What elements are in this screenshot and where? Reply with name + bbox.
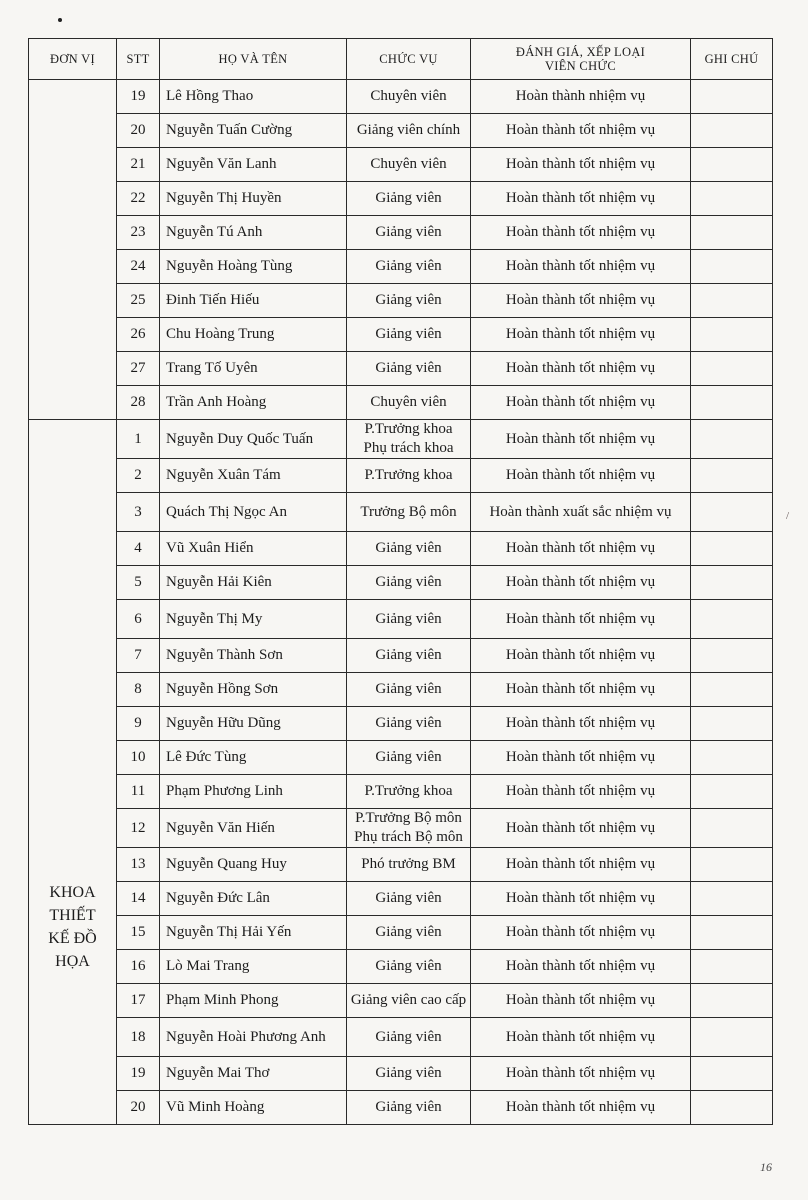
header-evaluation-line1: ĐÁNH GIÁ, XẾP LOẠI xyxy=(515,45,646,59)
evaluation-cell: Hoàn thành tốt nhiệm vụ xyxy=(471,916,691,950)
name-cell: Nguyễn Thị Hải Yến xyxy=(160,916,347,950)
name-cell: Trần Anh Hoàng xyxy=(160,386,347,420)
table-row xyxy=(29,80,773,114)
note-cell xyxy=(691,148,773,182)
stt-cell: 3 xyxy=(117,493,160,532)
evaluation-cell: Hoàn thành tốt nhiệm vụ xyxy=(471,1091,691,1125)
table-row xyxy=(29,673,773,707)
evaluation-cell: Hoàn thành tốt nhiệm vụ xyxy=(471,741,691,775)
note-cell xyxy=(691,493,773,532)
note-cell xyxy=(691,566,773,600)
note-cell xyxy=(691,182,773,216)
note-cell xyxy=(691,882,773,916)
position-cell: Giảng viên xyxy=(347,916,471,950)
stt-cell: 18 xyxy=(117,1018,160,1057)
table-row xyxy=(29,459,773,493)
note-cell xyxy=(691,420,773,459)
evaluation-cell: Hoàn thành tốt nhiệm vụ xyxy=(471,566,691,600)
note-cell xyxy=(691,459,773,493)
note-cell xyxy=(691,600,773,639)
name-cell: Nguyễn Thị My xyxy=(160,600,347,639)
evaluation-cell: Hoàn thành tốt nhiệm vụ xyxy=(471,459,691,493)
stt-cell: 22 xyxy=(117,182,160,216)
margin-scribble: / xyxy=(786,510,790,522)
note-cell xyxy=(691,1091,773,1125)
table-row xyxy=(29,114,773,148)
note-cell xyxy=(691,741,773,775)
stt-cell: 27 xyxy=(117,352,160,386)
note-cell xyxy=(691,114,773,148)
evaluation-cell: Hoàn thành tốt nhiệm vụ xyxy=(471,950,691,984)
note-cell xyxy=(691,950,773,984)
table-row xyxy=(29,882,773,916)
position-cell-line1: P.Trưởng khoa xyxy=(364,421,453,437)
position-cell: Giảng viên xyxy=(347,1091,471,1125)
unit-cell-previous xyxy=(29,80,117,420)
position-cell: P.Trưởng khoa xyxy=(347,459,471,493)
evaluation-cell: Hoàn thành tốt nhiệm vụ xyxy=(471,775,691,809)
position-cell-line1: P.Trưởng Bộ môn xyxy=(355,810,462,826)
note-cell xyxy=(691,707,773,741)
name-cell: Nguyễn Tuấn Cường xyxy=(160,114,347,148)
position-cell-line2: Phụ trách khoa xyxy=(363,440,454,456)
stt-cell: 14 xyxy=(117,882,160,916)
name-cell: Nguyễn Hải Kiên xyxy=(160,566,347,600)
evaluation-cell: Hoàn thành nhiệm vụ xyxy=(471,80,691,114)
table-row xyxy=(29,809,773,848)
table-row xyxy=(29,182,773,216)
name-cell: Nguyễn Quang Huy xyxy=(160,848,347,882)
evaluation-cell: Hoàn thành tốt nhiệm vụ xyxy=(471,386,691,420)
name-cell: Nguyễn Văn Lanh xyxy=(160,148,347,182)
note-cell xyxy=(691,984,773,1018)
unit-cell-khoa-thiet-ke-do-hoa xyxy=(29,420,117,1125)
position-cell: Giảng viên xyxy=(347,639,471,673)
name-cell: Nguyễn Văn Hiến xyxy=(160,809,347,848)
name-cell: Nguyễn Hoàng Tùng xyxy=(160,250,347,284)
position-cell: Giảng viên xyxy=(347,741,471,775)
evaluation-cell: Hoàn thành tốt nhiệm vụ xyxy=(471,848,691,882)
position-cell: Giảng viên xyxy=(347,1018,471,1057)
header-unit: ĐƠN VỊ xyxy=(29,39,117,80)
evaluation-cell: Hoàn thành tốt nhiệm vụ xyxy=(471,600,691,639)
evaluation-cell: Hoàn thành tốt nhiệm vụ xyxy=(471,182,691,216)
note-cell xyxy=(691,80,773,114)
name-cell: Nguyễn Thị Huyền xyxy=(160,182,347,216)
evaluation-cell: Hoàn thành tốt nhiệm vụ xyxy=(471,984,691,1018)
stt-cell: 15 xyxy=(117,916,160,950)
name-cell: Vũ Xuân Hiển xyxy=(160,532,347,566)
table-row xyxy=(29,250,773,284)
name-cell: Đinh Tiến Hiếu xyxy=(160,284,347,318)
name-cell: Nguyễn Hữu Dũng xyxy=(160,707,347,741)
name-cell: Nguyễn Thành Sơn xyxy=(160,639,347,673)
name-cell: Nguyễn Hoài Phương Anh xyxy=(160,1018,347,1057)
position-cell xyxy=(347,420,471,459)
position-cell xyxy=(347,809,471,848)
position-cell: Phó trưởng BM xyxy=(347,848,471,882)
scan-dot xyxy=(58,18,62,22)
position-cell-line2: Phụ trách Bộ môn xyxy=(354,829,463,845)
evaluation-cell: Hoàn thành tốt nhiệm vụ xyxy=(471,284,691,318)
name-cell: Lê Đức Tùng xyxy=(160,741,347,775)
table-row xyxy=(29,352,773,386)
name-cell: Chu Hoàng Trung xyxy=(160,318,347,352)
note-cell xyxy=(691,809,773,848)
position-cell: Giảng viên xyxy=(347,1057,471,1091)
header-evaluation xyxy=(471,39,691,80)
name-cell: Nguyễn Tú Anh xyxy=(160,216,347,250)
position-cell: Giảng viên xyxy=(347,216,471,250)
evaluation-cell: Hoàn thành tốt nhiệm vụ xyxy=(471,250,691,284)
note-cell xyxy=(691,916,773,950)
table-row xyxy=(29,284,773,318)
table-row xyxy=(29,216,773,250)
table-row xyxy=(29,639,773,673)
position-cell: Giảng viên xyxy=(347,882,471,916)
staff-evaluation-table xyxy=(28,38,773,1125)
position-cell: Chuyên viên xyxy=(347,386,471,420)
stt-cell: 23 xyxy=(117,216,160,250)
header-note: GHI CHÚ xyxy=(691,39,773,80)
table-row xyxy=(29,318,773,352)
header-row xyxy=(29,39,773,80)
table-row xyxy=(29,775,773,809)
note-cell xyxy=(691,318,773,352)
header-position: CHỨC VỤ xyxy=(347,39,471,80)
stt-cell: 21 xyxy=(117,148,160,182)
note-cell xyxy=(691,284,773,318)
unit-name-line: THIẾT xyxy=(49,907,96,924)
name-cell: Nguyễn Đức Lân xyxy=(160,882,347,916)
stt-cell: 19 xyxy=(117,1057,160,1091)
stt-cell: 25 xyxy=(117,284,160,318)
stt-cell: 19 xyxy=(117,80,160,114)
evaluation-cell: Hoàn thành tốt nhiệm vụ xyxy=(471,114,691,148)
evaluation-cell: Hoàn thành xuất sắc nhiệm vụ xyxy=(471,493,691,532)
stt-cell: 20 xyxy=(117,1091,160,1125)
note-cell xyxy=(691,250,773,284)
table-row xyxy=(29,420,773,459)
position-cell: Giảng viên xyxy=(347,532,471,566)
evaluation-cell: Hoàn thành tốt nhiệm vụ xyxy=(471,420,691,459)
note-cell xyxy=(691,673,773,707)
table-row xyxy=(29,1018,773,1057)
unit-name-line: HỌA xyxy=(55,953,90,970)
note-cell xyxy=(691,216,773,250)
stt-cell: 20 xyxy=(117,114,160,148)
name-cell: Vũ Minh Hoàng xyxy=(160,1091,347,1125)
name-cell: Lê Hồng Thao xyxy=(160,80,347,114)
note-cell xyxy=(691,1057,773,1091)
position-cell: Giảng viên xyxy=(347,950,471,984)
position-cell: Giảng viên chính xyxy=(347,114,471,148)
stt-cell: 26 xyxy=(117,318,160,352)
note-cell xyxy=(691,1018,773,1057)
position-cell: Giảng viên xyxy=(347,352,471,386)
table-row xyxy=(29,848,773,882)
stt-cell: 8 xyxy=(117,673,160,707)
note-cell xyxy=(691,532,773,566)
position-cell: Giảng viên xyxy=(347,673,471,707)
position-cell: Giảng viên xyxy=(347,566,471,600)
header-stt: STT xyxy=(117,39,160,80)
name-cell: Nguyễn Xuân Tám xyxy=(160,459,347,493)
stt-cell: 10 xyxy=(117,741,160,775)
page-number: 16 xyxy=(760,1160,772,1174)
table-row xyxy=(29,532,773,566)
note-cell xyxy=(691,386,773,420)
evaluation-cell: Hoàn thành tốt nhiệm vụ xyxy=(471,707,691,741)
note-cell xyxy=(691,639,773,673)
evaluation-cell: Hoàn thành tốt nhiệm vụ xyxy=(471,882,691,916)
table-row xyxy=(29,148,773,182)
table-row xyxy=(29,741,773,775)
name-cell: Lò Mai Trang xyxy=(160,950,347,984)
position-cell: Chuyên viên xyxy=(347,80,471,114)
name-cell: Trang Tố Uyên xyxy=(160,352,347,386)
table-row xyxy=(29,566,773,600)
position-cell: Giảng viên xyxy=(347,284,471,318)
stt-cell: 2 xyxy=(117,459,160,493)
stt-cell: 1 xyxy=(117,420,160,459)
name-cell: Phạm Phương Linh xyxy=(160,775,347,809)
evaluation-cell: Hoàn thành tốt nhiệm vụ xyxy=(471,1057,691,1091)
evaluation-cell: Hoàn thành tốt nhiệm vụ xyxy=(471,532,691,566)
evaluation-cell: Hoàn thành tốt nhiệm vụ xyxy=(471,352,691,386)
note-cell xyxy=(691,775,773,809)
position-cell: Giảng viên xyxy=(347,250,471,284)
evaluation-cell: Hoàn thành tốt nhiệm vụ xyxy=(471,809,691,848)
stt-cell: 6 xyxy=(117,600,160,639)
stt-cell: 4 xyxy=(117,532,160,566)
table-row xyxy=(29,493,773,532)
evaluation-cell: Hoàn thành tốt nhiệm vụ xyxy=(471,673,691,707)
table-row xyxy=(29,1057,773,1091)
table-row xyxy=(29,984,773,1018)
name-cell: Quách Thị Ngọc An xyxy=(160,493,347,532)
stt-cell: 24 xyxy=(117,250,160,284)
stt-cell: 17 xyxy=(117,984,160,1018)
name-cell: Nguyễn Hồng Sơn xyxy=(160,673,347,707)
table-row xyxy=(29,1091,773,1125)
unit-name-line: KHOA xyxy=(49,884,96,901)
stt-cell: 11 xyxy=(117,775,160,809)
stt-cell: 5 xyxy=(117,566,160,600)
position-cell: P.Trưởng khoa xyxy=(347,775,471,809)
table-row xyxy=(29,916,773,950)
stt-cell: 28 xyxy=(117,386,160,420)
evaluation-cell: Hoàn thành tốt nhiệm vụ xyxy=(471,318,691,352)
evaluation-cell: Hoàn thành tốt nhiệm vụ xyxy=(471,216,691,250)
stt-cell: 12 xyxy=(117,809,160,848)
position-cell: Giảng viên xyxy=(347,707,471,741)
table-row xyxy=(29,600,773,639)
name-cell: Nguyễn Duy Quốc Tuấn xyxy=(160,420,347,459)
stt-cell: 13 xyxy=(117,848,160,882)
stt-cell: 9 xyxy=(117,707,160,741)
position-cell: Giảng viên xyxy=(347,600,471,639)
position-cell: Giảng viên xyxy=(347,318,471,352)
unit-name xyxy=(31,571,114,973)
note-cell xyxy=(691,352,773,386)
evaluation-cell: Hoàn thành tốt nhiệm vụ xyxy=(471,1018,691,1057)
stt-cell: 7 xyxy=(117,639,160,673)
header-name: HỌ VÀ TÊN xyxy=(160,39,347,80)
table-row xyxy=(29,386,773,420)
position-cell: Chuyên viên xyxy=(347,148,471,182)
unit-name-line: KẾ ĐỒ xyxy=(48,930,97,947)
position-cell: Giảng viên xyxy=(347,182,471,216)
evaluation-cell: Hoàn thành tốt nhiệm vụ xyxy=(471,148,691,182)
position-cell: Giảng viên cao cấp xyxy=(347,984,471,1018)
name-cell: Phạm Minh Phong xyxy=(160,984,347,1018)
note-cell xyxy=(691,848,773,882)
table-row xyxy=(29,950,773,984)
position-cell: Trưởng Bộ môn xyxy=(347,493,471,532)
header-evaluation-line2: VIÊN CHỨC xyxy=(544,59,617,73)
stt-cell: 16 xyxy=(117,950,160,984)
table-row xyxy=(29,707,773,741)
evaluation-cell: Hoàn thành tốt nhiệm vụ xyxy=(471,639,691,673)
name-cell: Nguyễn Mai Thơ xyxy=(160,1057,347,1091)
